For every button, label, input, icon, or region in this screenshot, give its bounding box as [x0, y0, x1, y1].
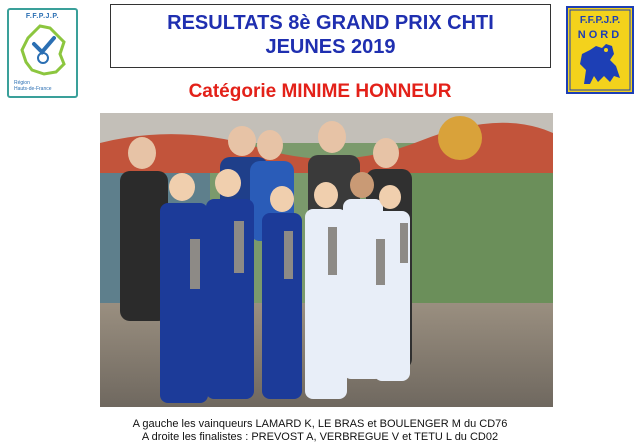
title-line-1: RESULTATS 8è GRAND PRIX CHTI — [167, 12, 494, 34]
caption-winners: A gauche les vainqueurs LAMARD K, LE BRAS et BOULENGER M du CD76 — [132, 418, 508, 430]
title-line-2: JEUNES 2019 — [265, 36, 396, 58]
logo-right-top-text: F.F.P.J.P. — [579, 15, 621, 26]
group-photo — [100, 113, 553, 407]
logo-right-bottom-text: NORD — [577, 29, 623, 41]
logo-left-region-text: Région Hauts-de-France — [14, 80, 52, 92]
logo-left-top-text: F.F.P.J.P. — [25, 13, 60, 20]
category-heading: Catégorie MINIME HONNEUR — [188, 81, 452, 102]
title-box — [110, 4, 551, 68]
france-map-icon — [20, 24, 66, 76]
caption-finalists: A droite les finalistes : PREVOST A, VERBREGUE V et TETU L du CD02 — [141, 431, 499, 443]
group-photo-image — [100, 113, 553, 407]
